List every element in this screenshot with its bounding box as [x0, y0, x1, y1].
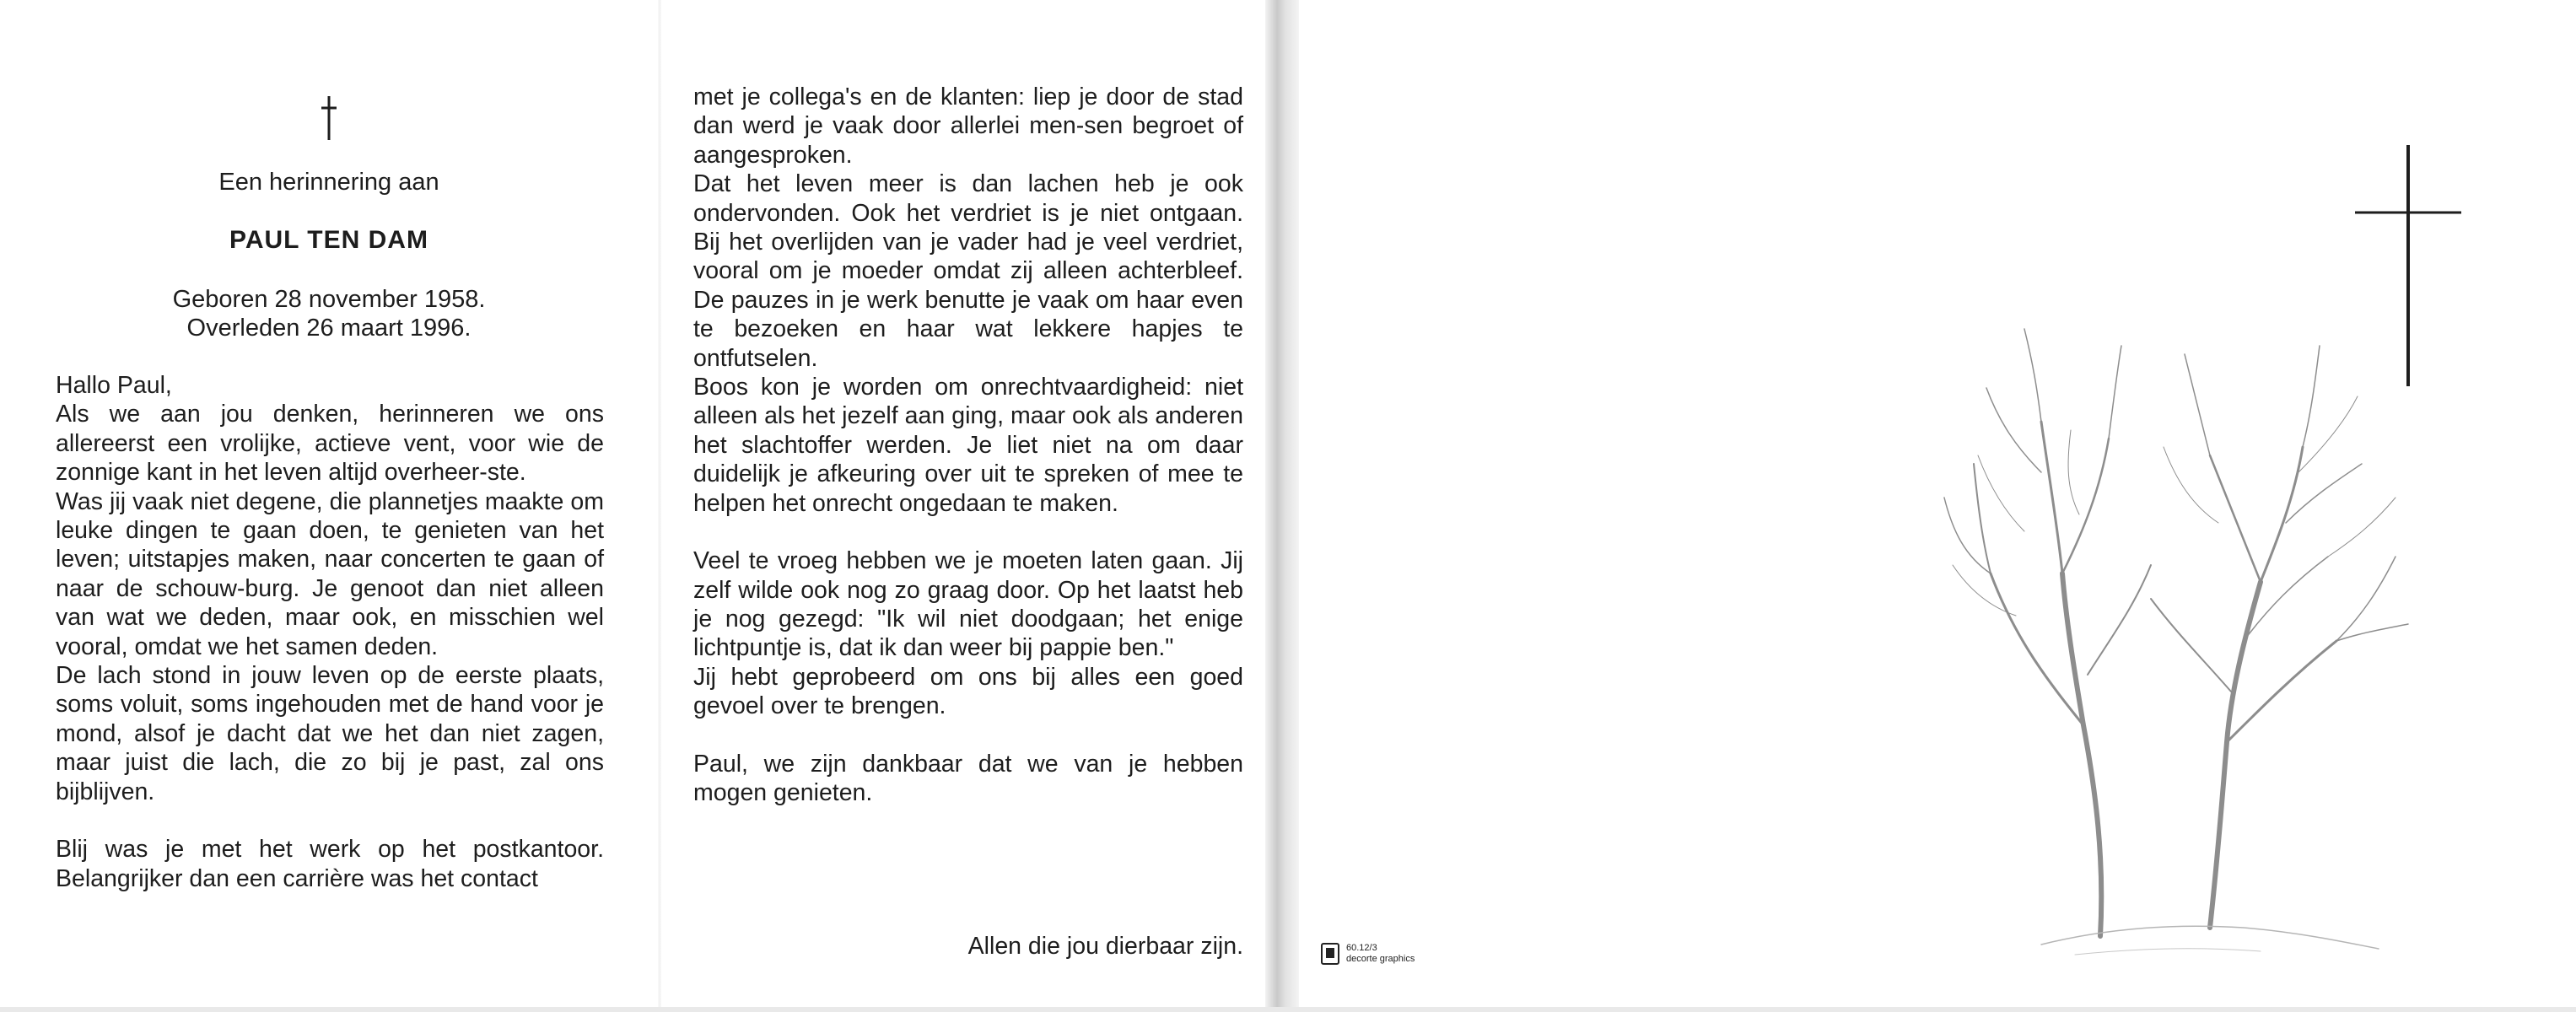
signoff: Allen die jou dierbaar zijn.: [967, 933, 1243, 960]
signoff-block: [693, 932, 1243, 961]
right-text-column: [693, 83, 1243, 807]
left-column-paragraph: Was jij vaak niet degene, die plannetjes maakte om leuke dingen te gaan doen, te genieten van het leven; uitstapjes maken, naar concerten te gaan of naar de schouw-burg. Je genoot dan niet alleen van wat we deden, maar ook, en misschien wel vooral, omdat we het samen deden.: [56, 487, 604, 660]
death-date: Overleden 26 maart 1996.: [186, 315, 472, 342]
right-column-paragraph: Veel te vroeg hebben we je moeten laten gaan. Jij zelf wilde ook nog zo graag door. Op het laatst heb je nog gezegd: "Ik wil niet doodgaan; het enige lichtpuntje is, dat ik dan weer bij pappie ben.": [693, 547, 1243, 662]
left-column-paragraph: Als we aan jou denken, herinneren we ons allereerst een vrolijke, actieve vent, voor wie de zonnige kant in het leven altijd overheer-ste.: [56, 401, 604, 487]
cross-icon: [312, 93, 346, 143]
right-column-paragraph: Paul, we zijn dankbaar dat we van je hebben mogen genieten.: [693, 750, 1243, 806]
paragraph-gap: [693, 721, 1243, 750]
left-column-paragraph: Blij was je met het werk op het postkantoor. Belangrijker dan een carrière was het contact: [56, 836, 604, 892]
inner-fold: [658, 0, 661, 1012]
right-column-paragraph: Boos kon je worden om onrechtvaardigheid: niet alleen als het jezelf aan ging, maar ook als anderen het slachtoffer werden. Je liet niet na om daar duidelijk je afkeuring over uit te spreken of mee te helpen het onrecht ongedaan te maken.: [693, 374, 1243, 517]
printer-name: decorte graphics: [1346, 954, 1415, 964]
printer-logo-icon: [1321, 943, 1339, 965]
left-column-paragraph: De lach stond in jouw leven op de eerste plaats, soms voluit, soms ingehouden met de hand voor je mond, alsof je dacht dat we het dan niet zagen, maar juist die lach, die zo bij je past, zal ons bijblijven.: [56, 662, 604, 805]
paragraph-gap: [56, 806, 604, 835]
right-column-paragraph: Jij hebt geprobeerd om ons bij alles een goed gevoel over te brengen.: [693, 663, 1243, 720]
printer-code: 60.12/3: [1346, 943, 1377, 953]
intro-text: Een herinnering aan: [218, 169, 439, 196]
left-column-paragraph: Hallo Paul,: [56, 372, 172, 399]
deceased-name: PAUL TEN DAM: [229, 226, 428, 254]
printer-logo: [1321, 943, 1415, 965]
right-column-paragraph: Dat het leven meer is dan lachen heb je ook ondervonden. Ook het verdriet is je niet ontgaan. Bij het overlijden van je vader had je veel verdriet, vooral om je moeder omdat zij alleen achterbleef. De pauzes in je werk benutte je vaak om haar even te bezoeken en haar wat lekkere hapjes te ontfutselen.: [693, 170, 1243, 372]
card-bottom-edge: [0, 1007, 2576, 1012]
life-dates: [34, 285, 624, 342]
paragraph-gap: [693, 518, 1243, 546]
birth-date: Geboren 28 november 1958.: [172, 286, 486, 313]
left-text-column: [56, 371, 604, 893]
card-fold: [1265, 0, 1299, 1012]
bare-trees-illustration: [1940, 320, 2412, 961]
printer-credit: [1346, 943, 1415, 965]
right-column-paragraph: met je collega's en de klanten: liep je door de stad dan werd je vaak door allerlei men-sen begroet of aangesproken.: [693, 83, 1243, 169]
